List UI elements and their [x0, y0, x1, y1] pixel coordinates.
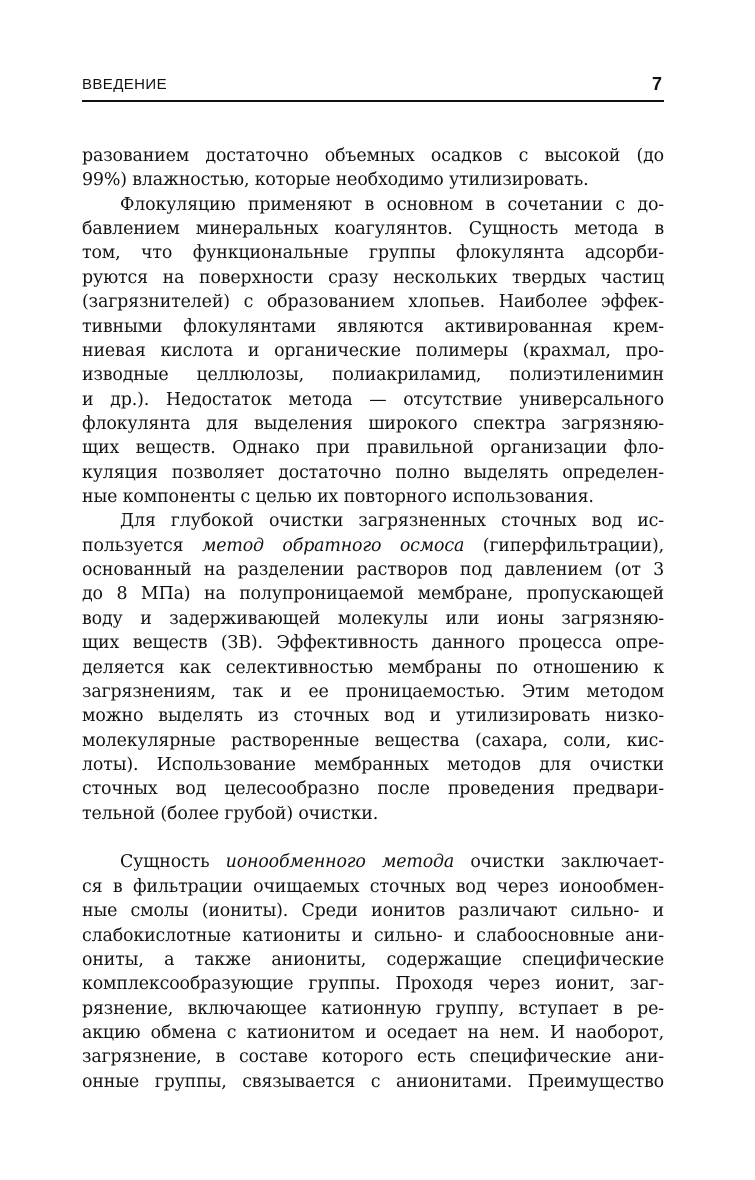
- body-text: [82, 144, 664, 1094]
- emphasis-term: ионообменного метода: [225, 852, 455, 873]
- chapter-title: ВВЕДЕНИЕ: [82, 76, 167, 93]
- text-line: молекулярные растворенные вещества (сахара, соли, кис-: [82, 730, 664, 751]
- text-line: загрязнение, в составе которого есть специфические ани-: [82, 1047, 664, 1068]
- emphasis-term: метод обратного осмоса: [201, 535, 465, 556]
- text-fragment: пользуется: [82, 535, 202, 556]
- text-line: ониты, а также аниониты, содержащие специфические: [82, 949, 664, 970]
- text-line: основанный на разделении растворов под давлением (от 3: [82, 560, 664, 581]
- text-line: и др.). Недостаток метода — отсутствие универсального: [82, 389, 664, 410]
- page-number: 7: [651, 74, 662, 94]
- text-line: бавлением минеральных коагулянтов. Сущность метода в: [82, 219, 664, 240]
- text-line: изводные целлюлозы, полиакриламид, полиэтиленимин: [82, 365, 664, 386]
- text-fragment: Сущность: [120, 852, 226, 873]
- text-line: [82, 850, 664, 874]
- text-line: тивными флокулянтами являются активированная крем-: [82, 316, 664, 337]
- text-line: рязнение, включающее катионную группу, вступает в ре-: [82, 998, 664, 1019]
- text-line: Для глубокой очистки загрязненных сточных вод ис-: [120, 511, 664, 532]
- text-line: [82, 534, 664, 558]
- text-line: тельной (более грубой) очистки.: [82, 803, 379, 824]
- text-line: лоты). Использование мембранных методов для очистки: [82, 754, 664, 775]
- text-line: флокулянта для выделения широкого спектра загрязняю-: [82, 413, 664, 434]
- text-line: акцию обмена с катионитом и оседает на нем. И наоборот,: [82, 1022, 664, 1043]
- text-line: комплексообразующие группы. Проходя через ионит, заг-: [82, 974, 664, 995]
- text-line: слабокислотные катиониты и сильно- и слабоосновные ани-: [82, 925, 664, 946]
- text-line: (загрязнителей) с образованием хлопьев. Наиболее эффек-: [82, 292, 664, 313]
- text-line: ные смолы (иониты). Среди ионитов различают сильно- и: [82, 901, 664, 922]
- text-fragment: (гиперфильтрации),: [464, 535, 665, 556]
- text-line: ся в фильтрации очищаемых сточных вод через ионообмен-: [82, 876, 664, 897]
- paragraph-gap: [82, 826, 664, 850]
- text-line: куляция позволяет достаточно полно выделять определен-: [82, 462, 664, 483]
- text-line: том, что функциональные группы флокулянта адсорби-: [82, 243, 664, 264]
- text-line: щих веществ (ЗВ). Эффективность данного процесса опре-: [82, 633, 664, 654]
- running-header: [82, 74, 664, 102]
- text-line: разованием достаточно объемных осадков с высокой (до: [82, 146, 664, 166]
- text-line: сточных вод целесообразно после проведения предвари-: [82, 779, 664, 800]
- book-page: [82, 0, 664, 1180]
- text-line: воду и задерживающей молекулы или ионы загрязняю-: [82, 608, 664, 629]
- text-line: ниевая кислота и органические полимеры (крахмал, про-: [82, 340, 664, 361]
- text-line: Флокуляцию применяют в основном в сочетании с до-: [120, 194, 664, 215]
- text-line: ные компоненты с целью их повторного использования.: [82, 487, 594, 508]
- text-fragment: очистки заключает-: [454, 852, 664, 873]
- text-line: до 8 МПа) на полупроницаемой мембране, пропускающей: [82, 584, 664, 605]
- text-line: загрязнениям, так и ее проницаемостью. Этим методом: [82, 681, 664, 702]
- text-line: деляется как селективностью мембраны по отношению к: [82, 657, 664, 678]
- text-line: онные группы, связывается с анионитами. Преимущество: [82, 1071, 664, 1092]
- text-line: можно выделять из сточных вод и утилизировать низко-: [82, 706, 664, 727]
- text-line: руются на поверхности сразу нескольких твердых частиц: [82, 267, 664, 288]
- text-line: 99%) влажностью, которые необходимо утилизировать.: [82, 170, 589, 191]
- text-line: щих веществ. Однако при правильной организации фло-: [82, 438, 664, 459]
